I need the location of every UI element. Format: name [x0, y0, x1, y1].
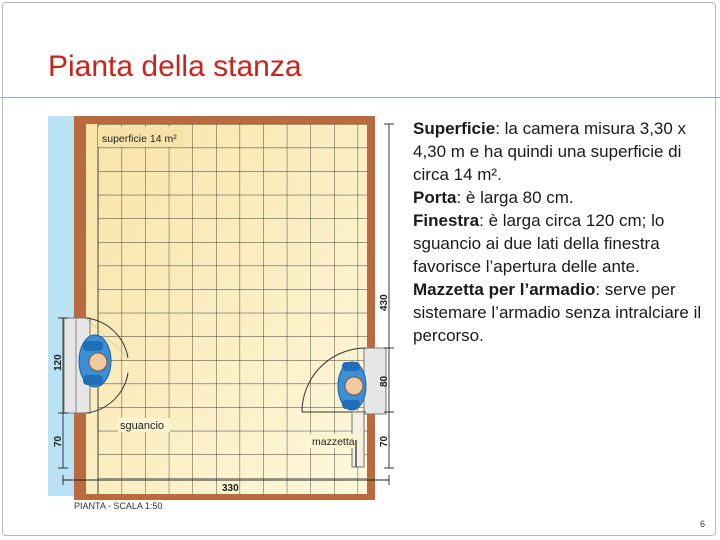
sguancio-label: sguancio	[120, 420, 165, 432]
mazzetta-label: mazzetta	[312, 436, 355, 448]
paragraph-porta: Porta: è larga 80 cm.	[413, 188, 574, 207]
slide-title: Pianta della stanza	[48, 50, 302, 83]
dim-window: 120	[53, 354, 64, 371]
area-label: superficie 14 m²	[102, 133, 177, 145]
dim-door-gap: 70	[379, 435, 390, 447]
description-text	[413, 117, 713, 347]
paragraph-finestra: Finestra: è larga circa 120 cm; lo sguancio ai due lati della finestra favorisce l’apertura delle ante.	[413, 211, 665, 276]
title-divider	[0, 97, 720, 98]
person-window-icon	[79, 335, 111, 387]
page-number: 6	[700, 519, 706, 529]
dim-below-window: 70	[53, 435, 64, 447]
dim-height: 430	[379, 294, 390, 311]
dim-wardrobe: 80	[379, 375, 390, 387]
plan-caption: PIANTA - SCALA 1:50	[74, 501, 163, 511]
dim-width: 330	[222, 483, 239, 494]
person-door-icon	[338, 362, 366, 410]
floor-plan-figure	[46, 113, 404, 515]
paragraph-superficie: Superficie: la camera misura 3,30 x 4,30 m e ha quindi una superficie di circa 14 m².	[413, 119, 687, 184]
paragraph-mazzetta: Mazzetta per l’armadio: serve per sistemare l’armadio senza intralciare il percorso.	[413, 280, 702, 345]
